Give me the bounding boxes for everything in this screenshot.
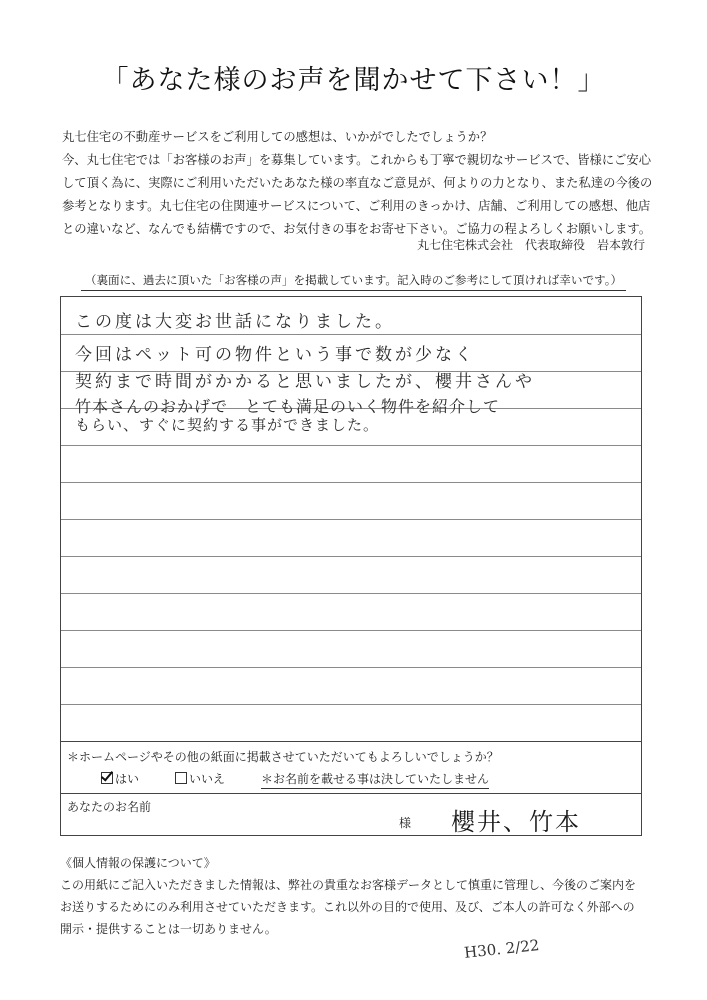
intro-line: 参考となります。丸七住宅の住関連サービスについて、ご利用のきっかけ、店舗、ご利用しての感想、他店 — [62, 199, 651, 213]
permission-question: ＊ホームページやその他の紙面に掲載させていただいてもよろしいでしょうか？ — [67, 750, 499, 764]
handwritten-comment-line: 竹本さんのおかげで とても満足のいく物件を紹介して — [75, 397, 501, 416]
ruled-line — [61, 704, 641, 705]
reference-note-text: （裏面に、過去に頂いた「お客様の声」を掲載しています。記入時のご参考にして頂ければ幸いです。） — [81, 273, 626, 291]
option-no[interactable] — [175, 770, 225, 787]
privacy-line: 開示・提供することは一切ありません。 — [60, 922, 277, 936]
ruled-line — [61, 667, 641, 668]
ruled-line — [61, 445, 641, 446]
checkbox-no[interactable] — [175, 772, 187, 784]
privacy-section — [60, 852, 660, 940]
ruled-line — [61, 482, 641, 483]
name-privacy-notice: ＊お名前を載せる事は決していたしません — [261, 770, 489, 789]
handwritten-date: H30. 2/22 — [463, 936, 541, 962]
option-no-label: いいえ — [189, 772, 226, 786]
ruled-line — [61, 630, 641, 631]
ruled-line — [61, 593, 641, 594]
privacy-line: この用紙にご記入いただきました情報は、弊社の貴重なお客様データとして慎重に管理し、今後のご案内を — [60, 878, 637, 892]
checkbox-yes-checked[interactable] — [101, 772, 113, 784]
handwritten-comment-line: この度は大変お世話になりました。 — [75, 312, 395, 332]
name-field-label: あなたのお名前 — [67, 800, 152, 814]
ruled-writing-area[interactable] — [61, 297, 641, 741]
honorific-sama: 様 — [399, 816, 412, 830]
handwritten-comment-line: 契約まで時間がかかると思いましたが、櫻井さんや — [75, 372, 535, 392]
intro-line: 今、丸七住宅では「お客様のお声」を募集しています。これからも丁寧で親切なサービスで、皆様にご安心 — [62, 153, 652, 167]
comment-box — [60, 296, 642, 836]
ruled-line — [61, 556, 641, 557]
company-signature: 丸七住宅株式会社 代表取締役 岩本敦行 — [416, 238, 645, 252]
intro-line: して頂く為に、実際にご利用いただいたあなた様の率直なご意見が、何よりの力となり、また私達の今後の — [62, 176, 653, 190]
ruled-line — [61, 519, 641, 520]
publish-permission — [61, 741, 641, 794]
reference-note — [0, 272, 707, 288]
ruled-line — [61, 334, 641, 335]
option-yes[interactable] — [101, 770, 139, 787]
privacy-heading: 《個人情報の保護について》 — [60, 856, 216, 870]
handwritten-comment-line: 今回はペット可の物件という事で数が少なく — [75, 345, 475, 365]
name-field[interactable] — [61, 793, 641, 838]
intro-line: との違いなど、なんでも結構ですので、お気付きの事をお寄せ下さい。ご協力の程よろしくお願いします。 — [62, 222, 652, 236]
intro-line: 丸七住宅の不動産サービスをご利用しての感想は、いかがでしたでしょうか？ — [62, 130, 493, 144]
privacy-line: お送りするためにのみ利用させていただきます。これ以外の目的で使用、及び、ご本人の許可なく外部への — [60, 900, 635, 914]
handwritten-name: 櫻井、竹本 — [451, 808, 581, 836]
handwritten-comment-line: もらい、すぐに契約する事ができました。 — [75, 416, 380, 434]
intro-paragraph — [62, 126, 662, 241]
form-title: 「あなた様のお声を聞かせて下さい！」 — [101, 65, 606, 96]
option-yes-label: はい — [115, 772, 140, 786]
